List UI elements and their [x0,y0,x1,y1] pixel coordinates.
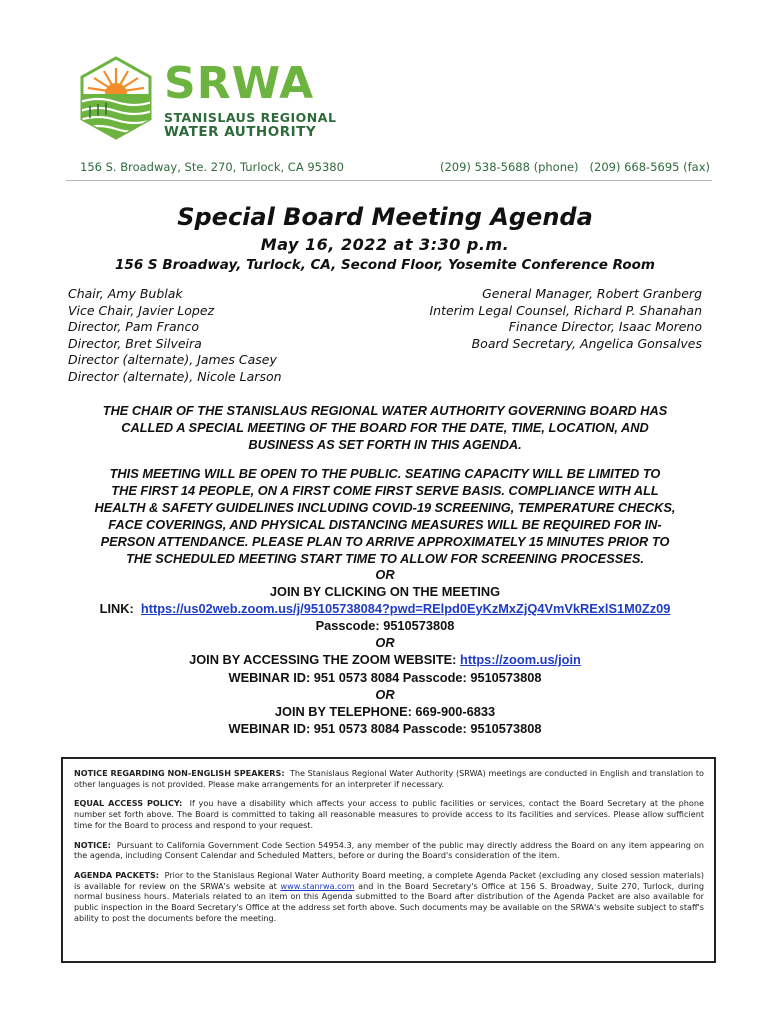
notice-label: NOTICE: [74,839,111,850]
header-divider [66,180,712,181]
announcement-line: BUSINESS AS SET FORTH IN THIS AGENDA. [248,437,522,452]
public-comment-notice [74,840,704,861]
announcement-line: PERSON ATTENDANCE. PLEASE PLAN TO ARRIVE APPROXIMATELY 15 MINUTES PRIOR TO [100,534,670,549]
website-link[interactable]: www.stanrwa.com [280,880,355,891]
zoom-website-row [40,651,730,668]
org-brand [164,58,337,140]
zoom-meeting-link[interactable]: https://us02web.zoom.us/j/95105738084?pwd=RElpd0EyKzMxZjQ4VmVkRExlS1M0Zz09 [140,601,671,617]
org-short-name: SRWA [164,58,315,109]
announcement-line: CALLED A SPECIAL MEETING OF THE BOARD FOR THE DATE, TIME, LOCATION, AND [121,420,649,435]
notice-label: EQUAL ACCESS POLICY: [74,798,183,809]
staff-list [429,286,702,352]
join-instructions [40,566,730,737]
announcement-line: THIS MEETING WILL BE OPEN TO THE PUBLIC. SEATING CAPACITY WILL BE LIMITED TO [109,466,661,481]
or-separator: OR [375,567,395,582]
announcement-line: FACE COVERINGS, AND PHYSICAL DISTANCING MEASURES WILL BE REQUIRED FOR IN- [108,517,662,532]
notice-label: NOTICE REGARDING NON-ENGLISH SPEAKERS: [74,768,285,778]
link-label: LINK: [99,601,134,617]
member-item: Director (alternate), Nicole Larson [68,368,282,384]
member-item: Vice Chair, Javier Lopez [68,302,215,318]
zoom-website-link[interactable]: https://zoom.us/join [460,652,581,668]
meeting-link-row [40,600,730,617]
equal-access-policy [74,798,704,830]
special-meeting-announcement [60,402,710,453]
webinar-id: WEBINAR ID: 951 0573 8084 Passcode: 9510573808 [228,669,542,685]
announcement-line: HEALTH & SAFETY GUIDELINES INCLUDING COVID-19 SCREENING, TEMPERATURE CHECKS, [94,500,676,515]
notices-box [61,757,716,963]
staff-item: Finance Director, Isaac Moreno [508,319,702,334]
webinar-id: WEBINAR ID: 951 0573 8084 Passcode: 9510573808 [228,720,542,736]
join-by-telephone: JOIN BY TELEPHONE: 669-900-6833 [274,703,496,719]
org-name-line1: STANISLAUS REGIONAL [164,110,337,125]
member-item: Director, Pam Franco [68,319,200,334]
non-english-notice [74,768,704,789]
staff-item: Board Secretary, Angelica Gonsalves [471,335,702,351]
sun-over-river-hexagon-icon [80,56,152,140]
announcement-line: THE SCHEDULED MEETING START TIME TO ALLOW FOR SCREENING PROCESSES. [126,551,644,566]
page-title: Special Board Meeting Agenda [177,203,593,231]
announcement-line: THE CHAIR OF THE STANISLAUS REGIONAL WATER AUTHORITY GOVERNING BOARD HAS [102,403,668,418]
join-by-link-heading: JOIN BY CLICKING ON THE MEETING [269,584,501,600]
member-item: Director, Bret Silveira [68,335,202,351]
zoom-website-label: JOIN BY ACCESSING THE ZOOM WEBSITE: [189,652,457,668]
notice-label: AGENDA PACKETS: [74,869,160,880]
org-phone-fax: (209) 538-5688 (phone) (209) 668-5695 (fax) [439,160,710,174]
meeting-passcode: Passcode: 9510573808 [315,618,455,634]
or-separator: OR [375,686,395,702]
member-item: Chair, Amy Bublak [68,286,183,301]
board-members-list [68,286,282,385]
org-name-line2: WATER AUTHORITY [164,124,317,140]
org-address: 156 S. Broadway, Ste. 270, Turlock, CA 95380 [80,160,344,174]
notice-text: The Stanislaus Regional Water Authority (SRWA) meetings are conducted in English and translation to other languages is not provided. Please make arrangements for an interpreter if necessary. [74,768,704,789]
staff-item: General Manager, Robert Granberg [482,286,702,301]
notice-text: Prior to the Stanislaus Regional Water Authority Board meeting, a complete Agenda Packet (excluding any closed session materials) is available for review on the SRWA's website at [74,869,704,891]
notice-text: If you have a disability which affects your access to public facilities or services, contact the Board Secretary at the phone number set forth above. The Board is committed to taking all reasonable measures to provide access to its facilities and services. Please allow sufficient time for the Board to process and respond to your request. [74,798,704,830]
meeting-location: 156 S Broadway, Turlock, CA, Second Floor, Yosemite Conference Room [115,257,655,273]
or-separator: OR [375,635,395,651]
agenda-packets-notice [74,870,704,924]
member-item: Director (alternate), James Casey [68,352,277,367]
meeting-date: May 16, 2022 at 3:30 p.m. [260,235,510,254]
public-meeting-notice [60,465,710,567]
notice-text: Pursuant to California Government Code Section 54954.3, any member of the public may directly address the Board on any item appearing on the agenda, including Consent Calendar and Scheduled Matters, before or during the Board's consideration of the item. [74,839,704,861]
announcement-line: THE FIRST 14 PEOPLE, ON A FIRST COME FIRST SERVE BASIS. COMPLIANCE WITH ALL [111,483,659,498]
notice-text: and in the Board Secretary's Office at 156 S. Broadway, Suite 270, Turlock, during normal business hours. Materials related to an item on this Agenda submitted to the Board after distribution of the Agenda Packet are also available for public inspection in the Board Secretary's Office at the address set forth above. Such documents may be available on the SRWA's website subject to staff's ability to post the documents before the meeting. [74,880,705,923]
staff-item: Interim Legal Counsel, Richard P. Shanahan [429,302,702,318]
